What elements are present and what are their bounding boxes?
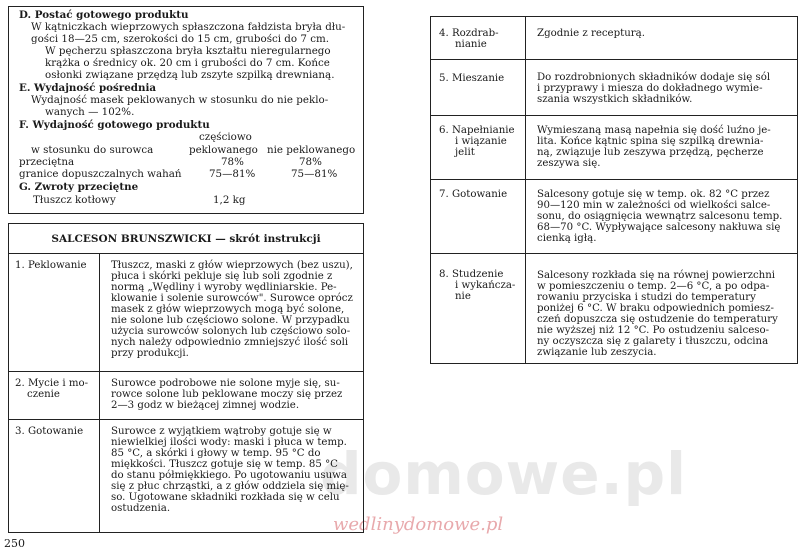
step-text-line: ną, związuje lub zeszywa przędzą, pęcherze (537, 147, 764, 158)
step-text-line: Do rozdrobnionych składników dodaje się sól (537, 72, 771, 83)
step-text-line: się z płuc chrząstki, a z głów oddziela się mię- (111, 481, 349, 492)
watermark-large: domowe.pl (320, 440, 687, 508)
step-text-line: i przyprawy i miesza do dokładnego wymie- (537, 83, 763, 94)
step-text-line: nie solone lub częściowo solone. W przypadku (111, 315, 350, 326)
row-divider (9, 419, 363, 420)
step-text-line: lita. Końce kątnic spina się szpilką drewnia- (537, 136, 764, 147)
section-d-line: W pęcherzu spłaszczona bryła kształtu nieregularnego (45, 45, 331, 57)
instruction-table-left (8, 223, 364, 533)
column-divider (99, 254, 100, 532)
step-text-line: związanie lub zeszycia. (537, 347, 657, 358)
step-text-line: czeń dopuszcza się ostudzenie do temperatury (537, 314, 778, 325)
table-title: SALCESON BRUNSZWICKI — skrót instrukcji (9, 224, 363, 254)
yield-row-label: przeciętna (19, 156, 75, 168)
step-text-line: masek z głów wieprzowych mogą być solone, (111, 304, 345, 315)
instruction-table-right (430, 16, 798, 364)
step-label: nianie (455, 39, 487, 50)
step-text-line: Zgodnie z recepturą. (537, 28, 645, 39)
product-details-box (8, 6, 364, 214)
step-label: i wiązanie (455, 136, 507, 147)
return-label: Tłuszcz kotłowy (33, 194, 116, 206)
yield-col-partial-1: częściowo (199, 131, 252, 143)
row-divider (431, 59, 797, 60)
section-e-line: Wydajność masek peklowanych w stosunku do nie peklo- (31, 94, 329, 106)
step-label: 4. Rozdrab- (439, 28, 499, 39)
yield-col-unpickled: nie peklowanego (267, 144, 356, 156)
step-label: i wykańcza- (455, 280, 516, 291)
section-d-title: D. Postać gotowego produktu (19, 9, 189, 21)
step-text-line: Surowce podrobowe nie solone myje się, su- (111, 378, 340, 389)
column-divider (525, 17, 526, 363)
step-text-line: Tłuszcz, maski z głów wieprzowych (bez uszu), (111, 260, 353, 271)
section-d-line: gości 18—25 cm, szerokości do 15 cm, grubości do 7 cm. (31, 33, 330, 45)
step-label: 7. Gotowanie (439, 189, 508, 200)
step-text-line: 90—120 min w zależności od wielkości salce- (537, 200, 771, 211)
section-d-line: krążka o średnicy ok. 20 cm i grubości do 7 cm. Końce (45, 57, 330, 69)
watermark-small: wedlinydomowe.pl (333, 514, 504, 535)
yield-value: 78% (299, 156, 322, 168)
step-text-line: płuca i skórki pekluje się lub soli zgodnie z (111, 271, 333, 282)
step-text-line: przy produkcji. (111, 348, 189, 359)
step-text-line: rowaniu przyciska i studzi do temperatury (537, 292, 756, 303)
step-label: 2. Mycie i mo- (15, 378, 89, 389)
row-divider (9, 371, 363, 372)
step-text-line: ny oczyszcza się z galarety i tłuszczu, odcina (537, 336, 769, 347)
step-text-line: so. Ugotowane składniki rozkłada się w celu (111, 492, 340, 503)
row-divider (431, 179, 797, 180)
step-text-line: poniżej 6 °C. W braku odpowiednich pomiesz- (537, 303, 774, 314)
step-text-line: miękkości. Tłuszcz gotuje się w temp. 85 °C (111, 459, 338, 470)
step-text-line: Salcesony gotuje się w temp. ok. 82 °C przez (537, 189, 770, 200)
yield-row-label: granice dopuszczalnych wahań (19, 168, 182, 180)
yield-value: 75—81% (209, 168, 256, 180)
step-label: czenie (27, 389, 60, 400)
step-label: 3. Gotowanie (15, 426, 84, 437)
step-text-line: szania wszystkich składników. (537, 94, 693, 105)
return-value: 1,2 kg (213, 194, 246, 206)
row-divider (431, 115, 797, 116)
step-label: 1. Peklowanie (15, 260, 87, 271)
section-d-line: osłonki związane przędzą lub zszyte szpilką drewnianą. (45, 69, 335, 81)
step-text-line: do stanu półmiękkiego. Po ugotowaniu usuwa (111, 470, 347, 481)
step-text-line: 2—3 godz w bieżącej zimnej wodzie. (111, 400, 300, 411)
row-divider (431, 253, 797, 254)
step-text-line: normą „Wędliny i wyroby wędliniarskie. Pe- (111, 282, 337, 293)
step-text-line: cienką igłą. (537, 233, 597, 244)
step-text-line: klowanie i solenie surowców". Surowce oprócz (111, 293, 353, 304)
step-text-line: rowce solone lub peklowane moczy się przez (111, 389, 343, 400)
step-label: 5. Mieszanie (439, 73, 505, 84)
step-text-line: w pomieszczeniu o temp. 2—6 °C, a po odpa- (537, 281, 770, 292)
yield-value: 78% (221, 156, 244, 168)
yield-value: 75—81% (291, 168, 338, 180)
yield-row-label: w stosunku do surowca (31, 144, 154, 156)
step-text-line: niewielkiej ilości wody: maski i płuca w temp. (111, 437, 347, 448)
section-d-line: W kątniczkach wieprzowych spłaszczona fałdzista bryła dłu- (31, 21, 346, 33)
step-text-line: użycia surowców solonych lub częściowo solo- (111, 326, 351, 337)
step-text-line: nie wyższej niż 12 °C. Po ostudzeniu salceso- (537, 325, 770, 336)
step-text-line: Salcesony rozkłada się na równej powierzchni (537, 270, 776, 281)
section-g-title: G. Zwroty przeciętne (19, 181, 139, 193)
step-text-line: zeszywa się. (537, 158, 601, 169)
section-e-line: wanych — 102%. (45, 106, 135, 118)
step-text-line: nych należy odpowiednio zmniejszyć ilość soli (111, 337, 349, 348)
step-text-line: Wymieszaną masą napełnia się dość luźno je- (537, 125, 771, 136)
step-text-line: ostudzenia. (111, 503, 171, 514)
section-e-title: E. Wydajność pośrednia (19, 82, 157, 94)
step-text-line: 85 °C, a skórki i głowy w temp. 95 °C do (111, 448, 321, 459)
step-text-line: 68—70 °C. Wypływające salcesony nakłuwa się (537, 222, 781, 233)
step-label: 6. Napełnianie (439, 125, 515, 136)
step-text-line: Surowce z wyjątkiem wątroby gotuje się w (111, 426, 332, 437)
section-f-title: F. Wydajność gotowego produktu (19, 119, 210, 131)
yield-col-partial-2: peklowanego (189, 144, 258, 156)
step-label: jelit (455, 147, 475, 158)
step-text-line: sonu, do osiągnięcia wewnątrz salcesonu temp. (537, 211, 783, 222)
step-label: 8. Studzenie (439, 269, 504, 280)
page-number: 250 (4, 537, 25, 550)
step-label: nie (455, 291, 471, 302)
